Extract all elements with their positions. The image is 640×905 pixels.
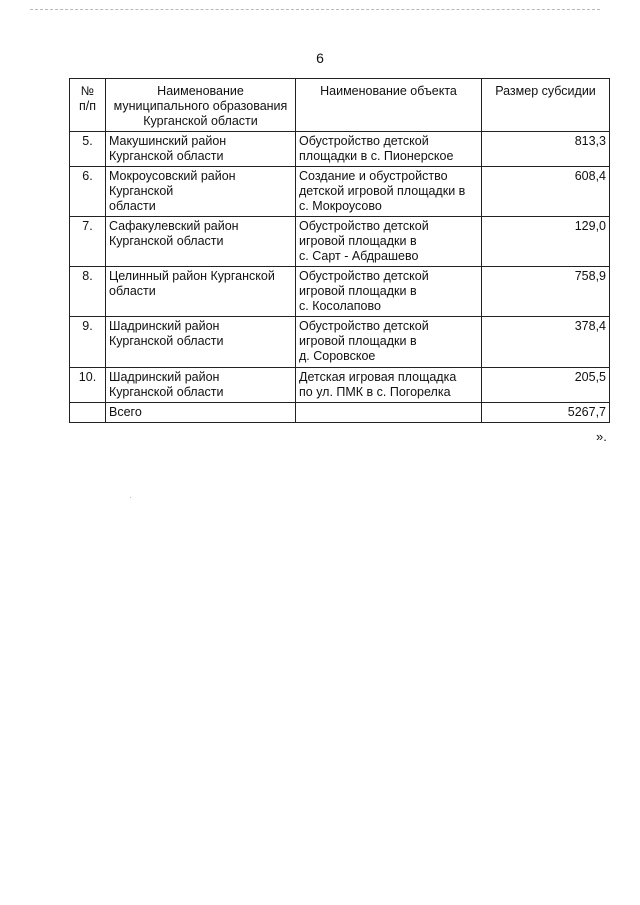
row-object: Детская игровая площадка по ул. ПМК в с. Погорелка <box>296 368 482 403</box>
total-num <box>70 403 106 423</box>
row-municipality: Сафакулевский район Курганской области <box>106 217 296 267</box>
row-object: Обустройство детской игровой площадки в с. Косолапово <box>296 267 482 317</box>
row-object: Обустройство детской игровой площадки в с. Сарт - Абдрашево <box>296 217 482 267</box>
closing-quote-mark: ». <box>596 429 607 444</box>
header-num: № п/п <box>70 79 106 132</box>
row-object: Создание и обустройство детской игровой площадки в с. Мокроусово <box>296 167 482 217</box>
table-header-row <box>70 79 610 132</box>
row-num: 9. <box>70 317 106 368</box>
scan-edge-line <box>30 9 600 10</box>
table-row <box>70 267 610 317</box>
table-row <box>70 217 610 267</box>
page-number: 6 <box>316 50 324 66</box>
header-municipality: Наименование муниципального образования Курганской области <box>106 79 296 132</box>
total-amount: 5267,7 <box>482 403 610 423</box>
table-row <box>70 317 610 368</box>
row-municipality: Целинный район Курганской области <box>106 267 296 317</box>
subsidy-table <box>69 78 610 423</box>
row-amount: 608,4 <box>482 167 610 217</box>
row-amount: 813,3 <box>482 132 610 167</box>
table-total-row <box>70 403 610 423</box>
row-object: Обустройство детской площадки в с. Пионерское <box>296 132 482 167</box>
row-municipality: Шадринский район Курганской области <box>106 368 296 403</box>
row-municipality: Макушинский район Курганской области <box>106 132 296 167</box>
row-num: 7. <box>70 217 106 267</box>
row-amount: 205,5 <box>482 368 610 403</box>
header-amount: Размер субсидии <box>482 79 610 132</box>
row-object: Обустройство детской игровой площадки в д. Соровское <box>296 317 482 368</box>
header-object: Наименование объекта <box>296 79 482 132</box>
table-row <box>70 368 610 403</box>
row-amount: 129,0 <box>482 217 610 267</box>
row-amount: 758,9 <box>482 267 610 317</box>
scan-speck <box>130 497 131 498</box>
row-municipality: Шадринский район Курганской области <box>106 317 296 368</box>
row-num: 5. <box>70 132 106 167</box>
row-municipality: Мокроусовский район Курганской области <box>106 167 296 217</box>
total-label: Всего <box>106 403 296 423</box>
table-row <box>70 167 610 217</box>
row-amount: 378,4 <box>482 317 610 368</box>
total-object <box>296 403 482 423</box>
row-num: 6. <box>70 167 106 217</box>
row-num: 8. <box>70 267 106 317</box>
row-num: 10. <box>70 368 106 403</box>
table-row <box>70 132 610 167</box>
